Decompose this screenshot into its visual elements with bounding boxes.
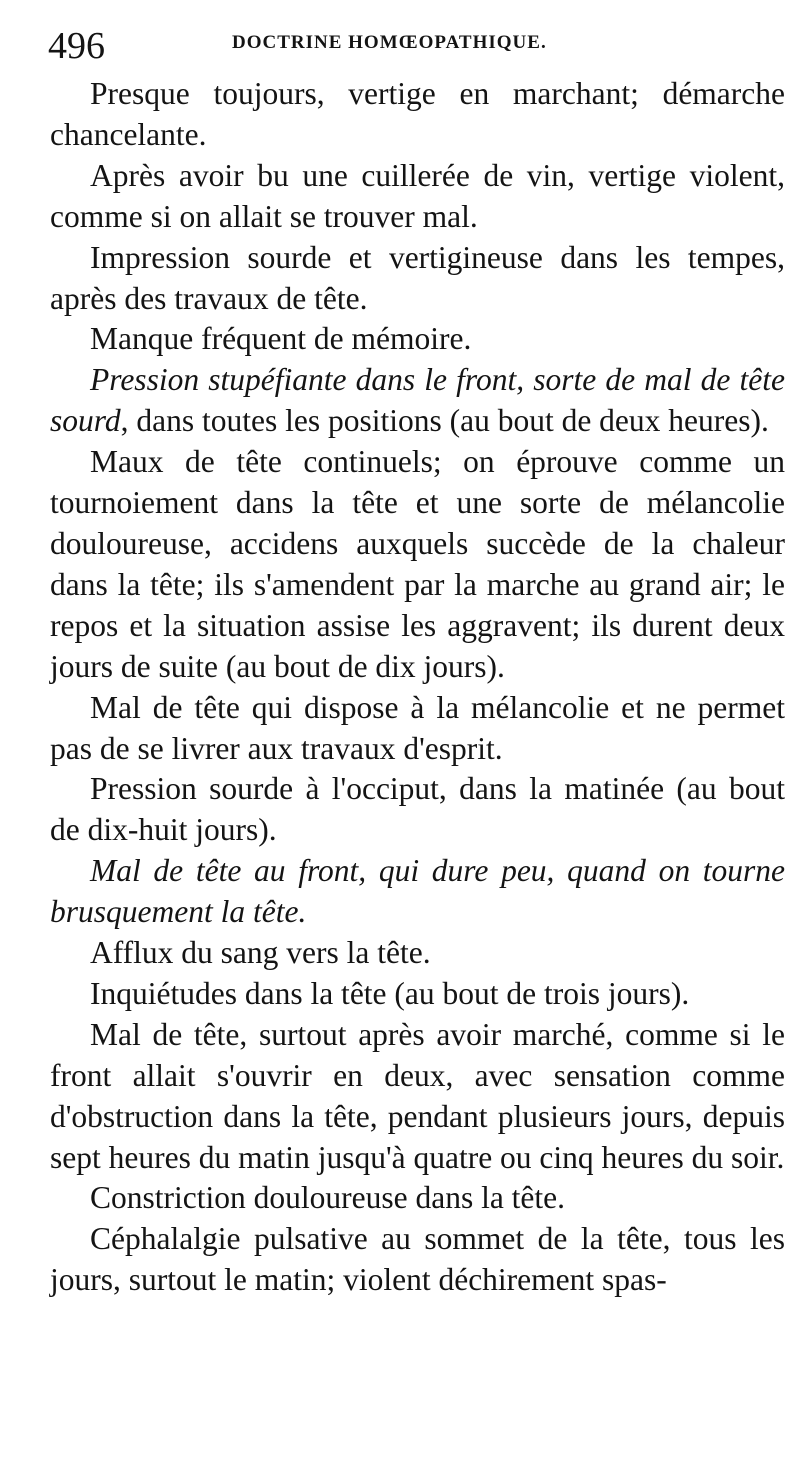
paragraph: Pression sourde à l'occiput, dans la matinée (au bout de dix-huit jours). (50, 771, 785, 848)
paragraph: Céphalalgie pulsative au sommet de la tête, tous les jours, surtout le matin; violent déchirement spas- (50, 1221, 785, 1298)
paragraph: Presque toujours, vertige en marchant; démarche chancelante. (50, 76, 785, 152)
paragraph: Après avoir bu une cuillerée de vin, vertige violent, comme si on allait se trouver mal. (50, 157, 785, 234)
paragraph: Constriction douloureuse dans la tête. (90, 1180, 566, 1216)
paragraph: Manque fréquent de mémoire. (90, 321, 472, 357)
italic-phrase: Pression stupéfiante dans le front, sorte de mal de tête sourd (50, 362, 785, 439)
paragraph: Impression sourde et vertigineuse dans les tempes, après des travaux de tête. (50, 239, 785, 316)
italic-phrase: Mal de tête au front, qui dure peu, quand on tourne brusquement la tête. (50, 853, 785, 930)
paragraph: Inquiétudes dans la tête (au bout de trois jours). (90, 975, 690, 1011)
paragraph: Mal de tête qui dispose à la mélancolie et ne permet pas de se livrer aux travaux d'esprit. (50, 689, 785, 766)
paragraph: Afflux du sang vers la tête. (90, 935, 431, 971)
running-title: DOCTRINE HOMŒOPATHIQUE. (232, 32, 547, 53)
paragraph: Maux de tête continuels; on éprouve comme un tournoiement dans la tête et une sorte de mélancolie douloureuse, accidens auxquels succède de la chaleur dans la tête; ils s'amendent par la marche au grand air; le repos et la situation assise les aggravent; ils durent deux jours de suite (au bout de dix jours). (50, 444, 785, 684)
paragraph (50, 851, 785, 933)
page-header (48, 22, 788, 70)
paragraph: Pression stupéfiante dans le front, sorte de mal de tête sourd, dans toutes les positions (au bout de deux heures). (50, 362, 785, 439)
paragraph: Mal de tête, surtout après avoir marché, comme si le front allait s'ouvrir en deux, avec sensation comme d'obstruction dans la tête, pendant plusieurs jours, depuis sept heures du matin jusqu'à quatre ou cinq heures du soir. (50, 1016, 785, 1175)
body-text (50, 74, 785, 1301)
page-number: 496 (48, 25, 105, 67)
